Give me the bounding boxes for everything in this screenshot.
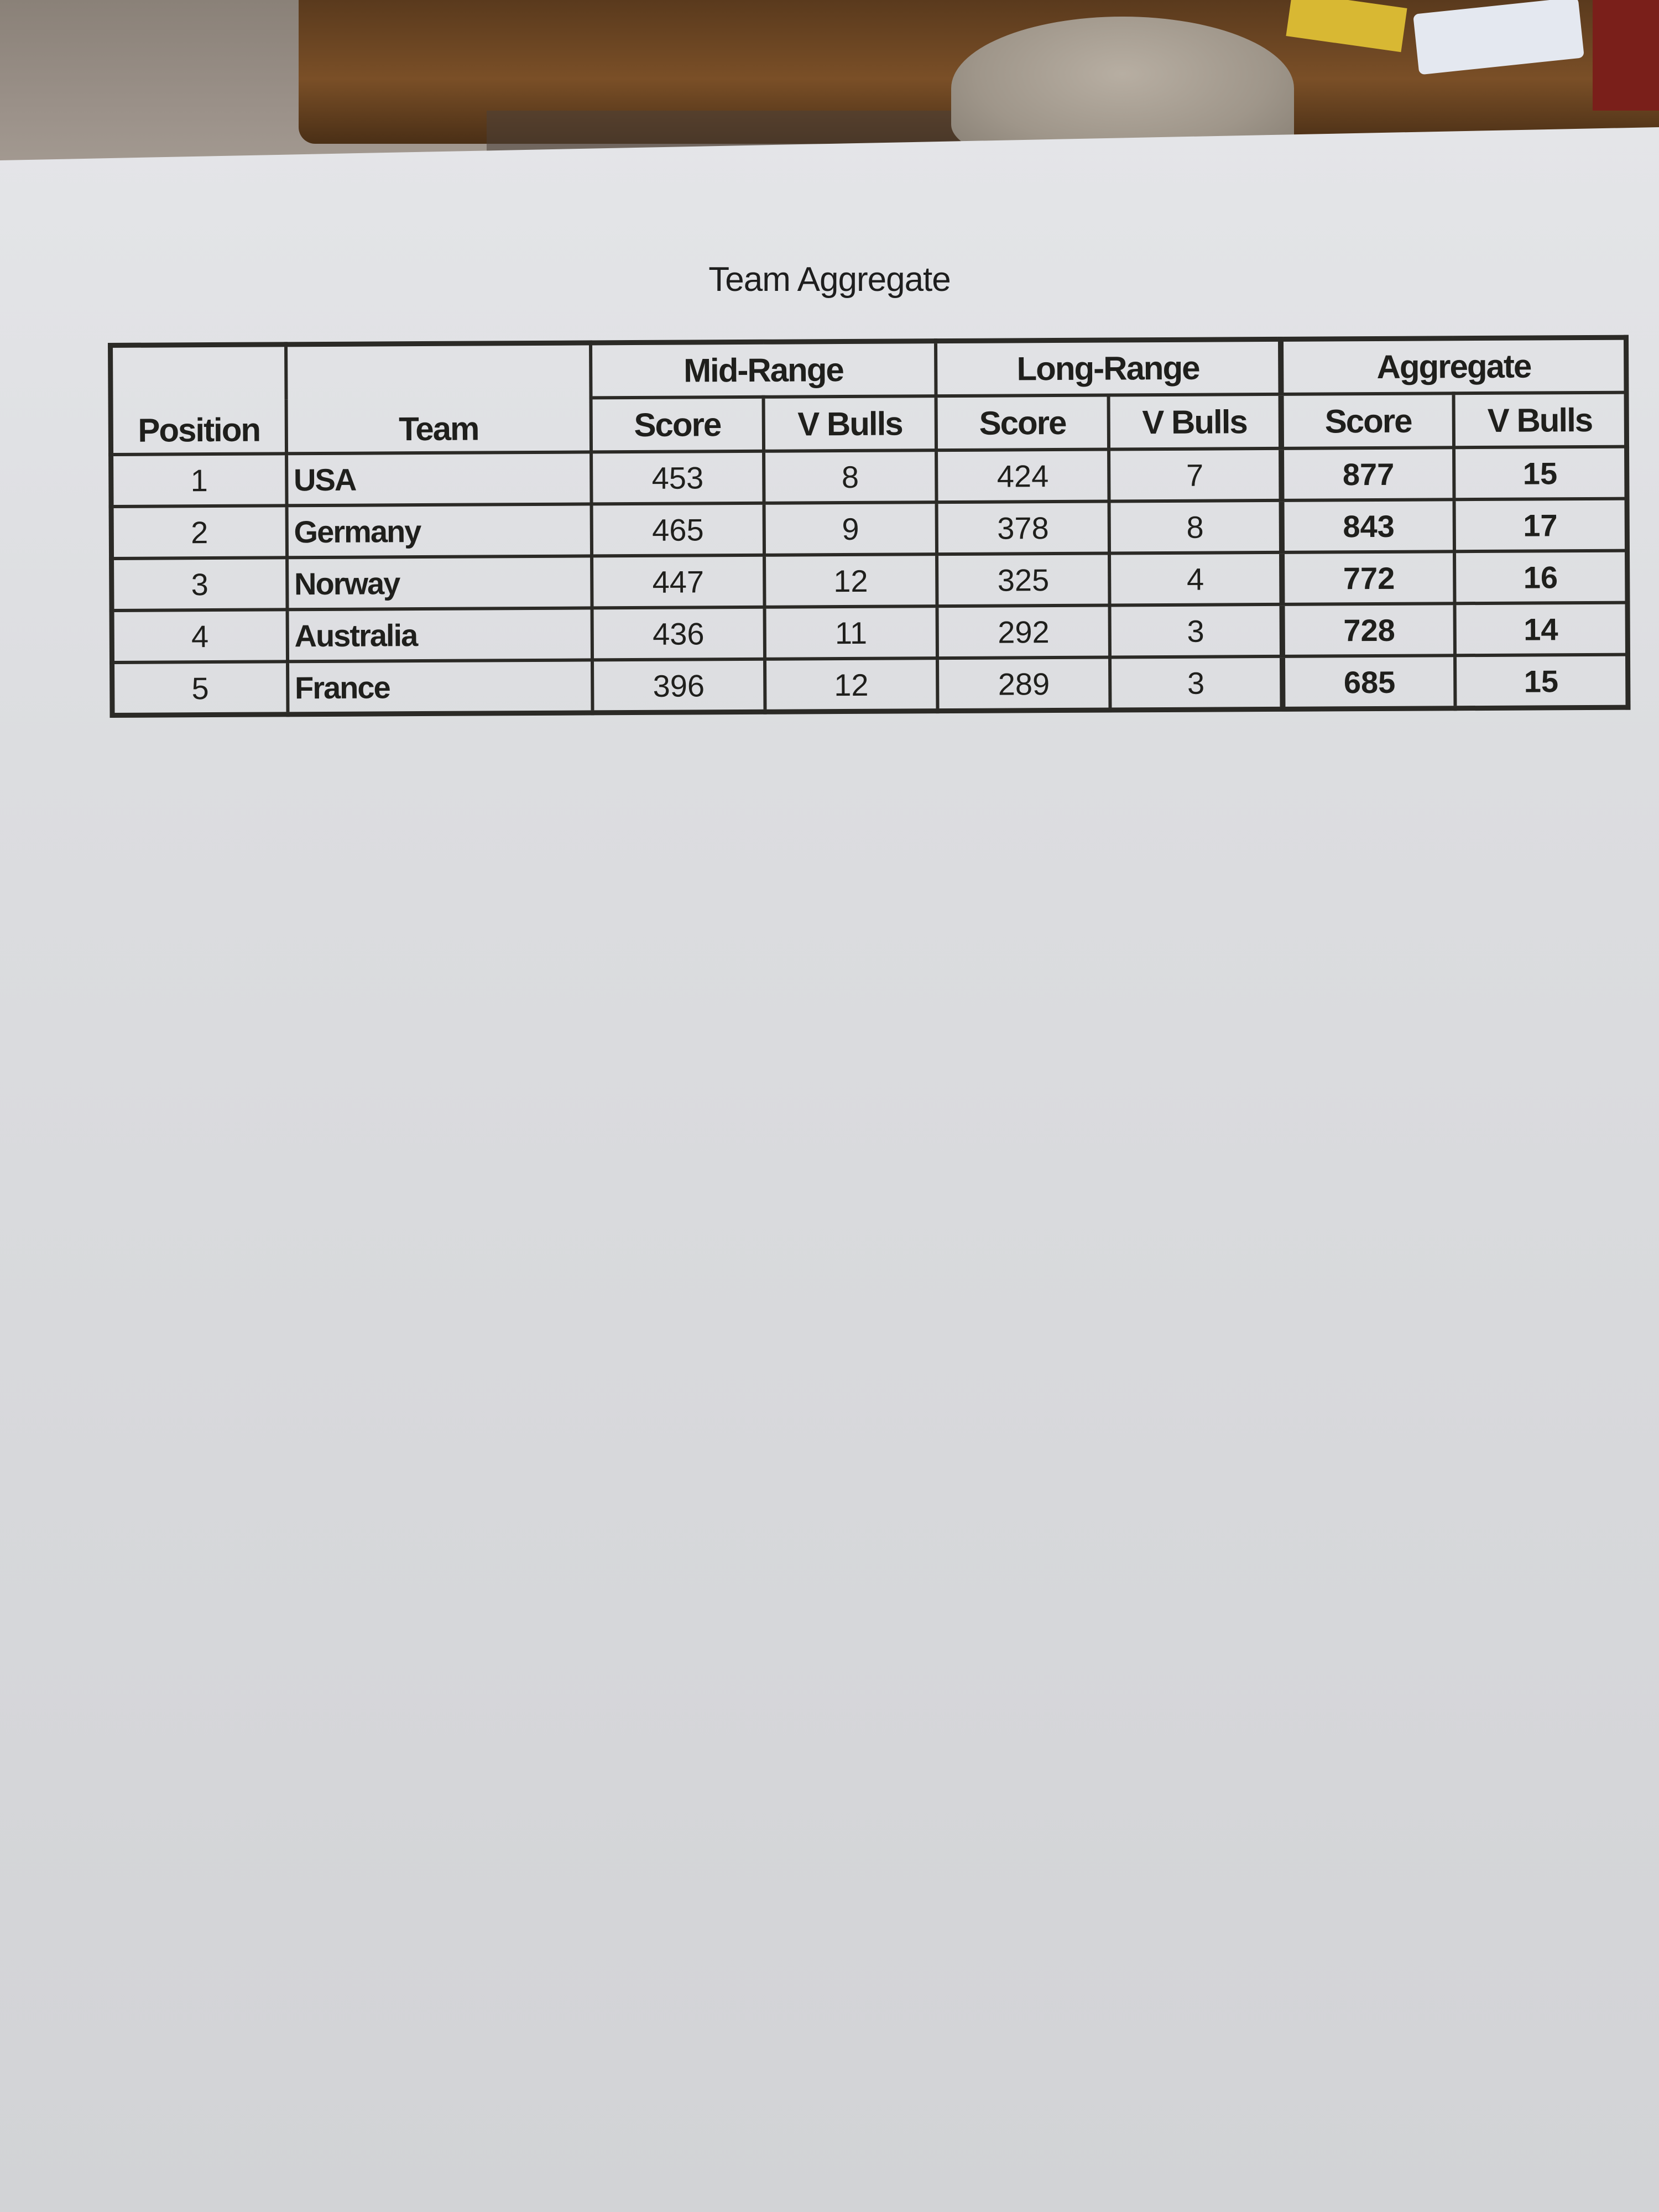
agg-vbulls-cell: 14	[1455, 603, 1628, 656]
long-score-cell: 378	[937, 502, 1110, 555]
agg-score-cell: 685	[1282, 655, 1455, 709]
desk-clutter-red	[1593, 0, 1659, 111]
team-cell: Germany	[286, 504, 592, 557]
mid-vbulls-header: V Bulls	[764, 396, 937, 451]
agg-vbulls-header: V Bulls	[1454, 393, 1627, 448]
long-score-cell: 292	[937, 606, 1110, 659]
long-score-cell: 325	[937, 554, 1110, 607]
position-cell: 2	[111, 505, 287, 559]
long-vbulls-cell: 8	[1109, 500, 1282, 554]
mid-score-cell: 396	[592, 659, 765, 713]
mid-score-cell: 453	[591, 451, 764, 504]
agg-score-cell: 772	[1282, 551, 1455, 604]
results-table	[108, 335, 1631, 718]
team-cell: Norway	[287, 556, 592, 609]
table-row	[112, 603, 1627, 662]
mid-score-header: Score	[591, 397, 764, 452]
position-header: Position	[111, 345, 286, 455]
mid-score-cell: 465	[592, 503, 765, 556]
mid-vbulls-cell: 8	[764, 450, 937, 503]
long-vbulls-cell: 4	[1109, 552, 1282, 606]
team-cell: USA	[286, 452, 592, 505]
mid-vbulls-cell: 11	[765, 606, 938, 659]
position-cell: 3	[112, 557, 288, 611]
position-cell: 4	[112, 609, 288, 662]
agg-vbulls-cell: 16	[1454, 551, 1627, 604]
mid-vbulls-cell: 12	[765, 658, 938, 712]
team-cell: France	[288, 660, 593, 714]
agg-score-cell: 877	[1281, 447, 1454, 500]
long-score-cell: 289	[937, 658, 1110, 711]
team-header: Team	[286, 343, 591, 453]
header-row-groups	[111, 337, 1626, 400]
long-range-header: Long-Range	[936, 339, 1281, 396]
mid-vbulls-cell: 12	[764, 554, 937, 607]
long-vbulls-cell: 3	[1110, 604, 1283, 658]
long-vbulls-header: V Bulls	[1109, 394, 1282, 450]
team-cell: Australia	[287, 608, 592, 661]
long-score-cell: 424	[936, 450, 1109, 503]
mid-score-cell: 436	[592, 607, 765, 660]
table-row	[111, 447, 1627, 507]
agg-vbulls-cell: 15	[1454, 447, 1627, 500]
table-row	[112, 655, 1628, 716]
position-cell: 5	[112, 661, 288, 715]
mid-score-cell: 447	[592, 555, 765, 608]
long-vbulls-cell: 3	[1110, 656, 1283, 710]
agg-score-cell: 843	[1282, 499, 1455, 552]
document-title: Team Aggregate	[708, 260, 951, 299]
position-cell: 1	[111, 453, 287, 507]
agg-score-cell: 728	[1282, 603, 1455, 656]
agg-vbulls-cell: 15	[1455, 655, 1628, 708]
agg-vbulls-cell: 17	[1454, 499, 1627, 552]
table-row	[111, 499, 1627, 559]
table-row	[112, 551, 1627, 611]
aggregate-header: Aggregate	[1281, 337, 1626, 394]
mid-vbulls-cell: 9	[764, 502, 937, 555]
mid-range-header: Mid-Range	[591, 341, 936, 398]
agg-score-header: Score	[1281, 393, 1454, 448]
long-vbulls-cell: 7	[1109, 448, 1282, 502]
long-score-header: Score	[936, 395, 1109, 451]
